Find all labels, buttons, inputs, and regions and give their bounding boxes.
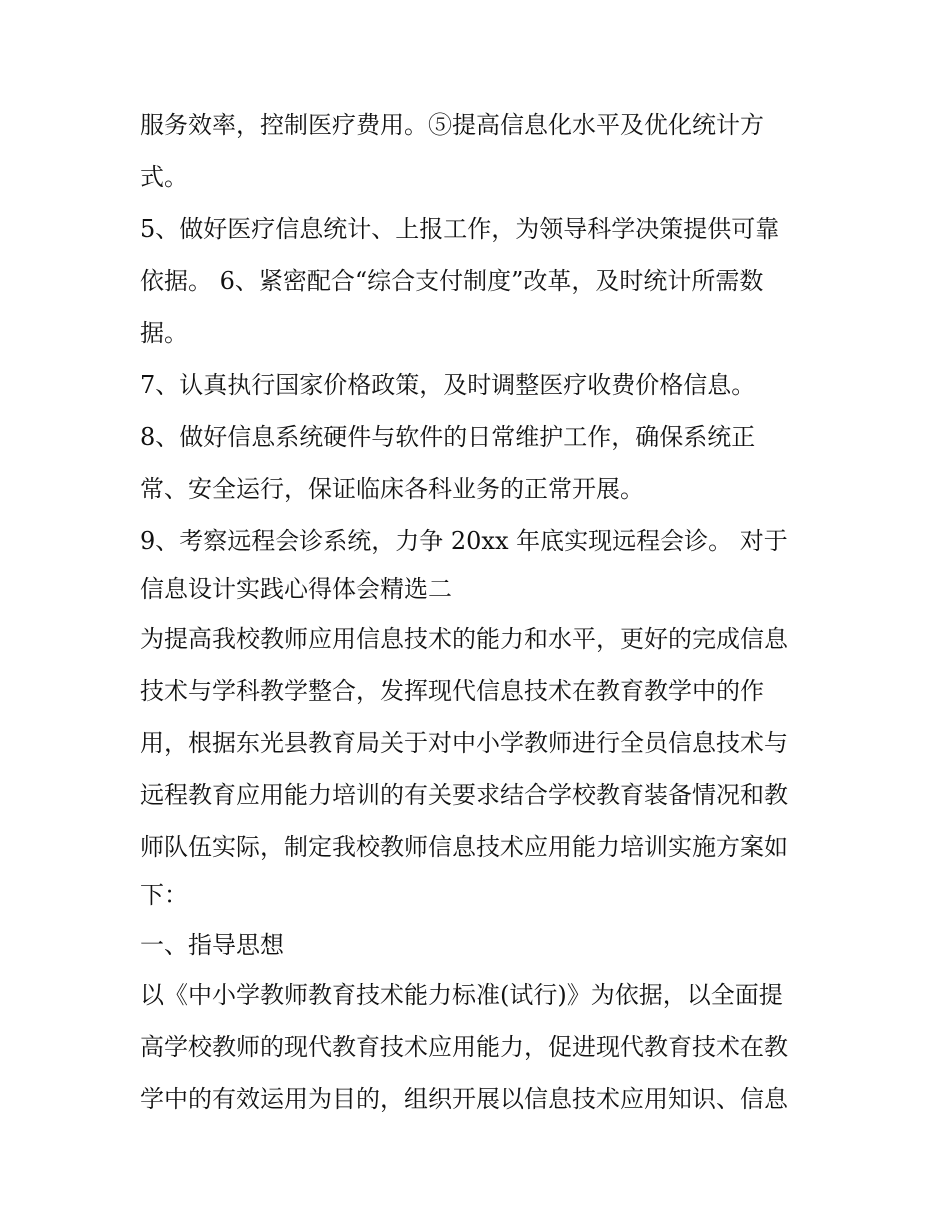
body-text-line: 下： xyxy=(140,881,188,909)
body-text-line: 服务效率，控制医疗费用。⑤提高信息化水平及优化统计方 xyxy=(140,111,764,139)
body-text-line: 依据。 6、紧密配合“综合支付制度”改革，及时统计所需数 xyxy=(140,267,764,295)
body-text-line: 远程教育应用能力培训的有关要求结合学校教育装备情况和教 xyxy=(140,781,788,809)
body-text-line: 以《中小学教师教育技术能力标准(试行)》为依据，以全面提 xyxy=(140,981,783,1009)
body-text-line: 为提高我校教师应用信息技术的能力和水平，更好的完成信息 xyxy=(140,625,788,653)
body-text-line: 9、考察远程会诊系统，力争 20xx 年底实现远程会诊。 对于 xyxy=(140,527,788,555)
body-text-line: 常、安全运行，保证临床各科业务的正常开展。 xyxy=(140,475,644,503)
body-text-line: 据。 xyxy=(140,319,188,347)
body-text-line: 高学校教师的现代教育技术应用能力，促进现代教育技术在教 xyxy=(140,1033,788,1061)
body-text-line: 8、做好信息系统硬件与软件的日常维护工作，确保系统正 xyxy=(140,423,756,451)
section-title: 信息设计实践心得体会精选二 xyxy=(140,575,452,603)
body-text-line: 式。 xyxy=(140,163,188,191)
body-text-line: 5、做好医疗信息统计、上报工作，为领导科学决策提供可靠 xyxy=(140,215,780,243)
body-text-line: 学中的有效运用为目的，组织开展以信息技术应用知识、信息 xyxy=(140,1085,788,1113)
body-text-line: 技术与学科教学整合，发挥现代信息技术在教育教学中的作 xyxy=(140,677,764,705)
body-text-line: 师队伍实际，制定我校教师信息技术应用能力培训实施方案如 xyxy=(140,833,788,861)
section-heading: 一、指导思想 xyxy=(140,931,284,959)
body-text-line: 用，根据东光县教育局关于对中小学教师进行全员信息技术与 xyxy=(140,729,788,757)
body-text-line: 7、认真执行国家价格政策，及时调整医疗收费价格信息。 xyxy=(140,371,756,399)
